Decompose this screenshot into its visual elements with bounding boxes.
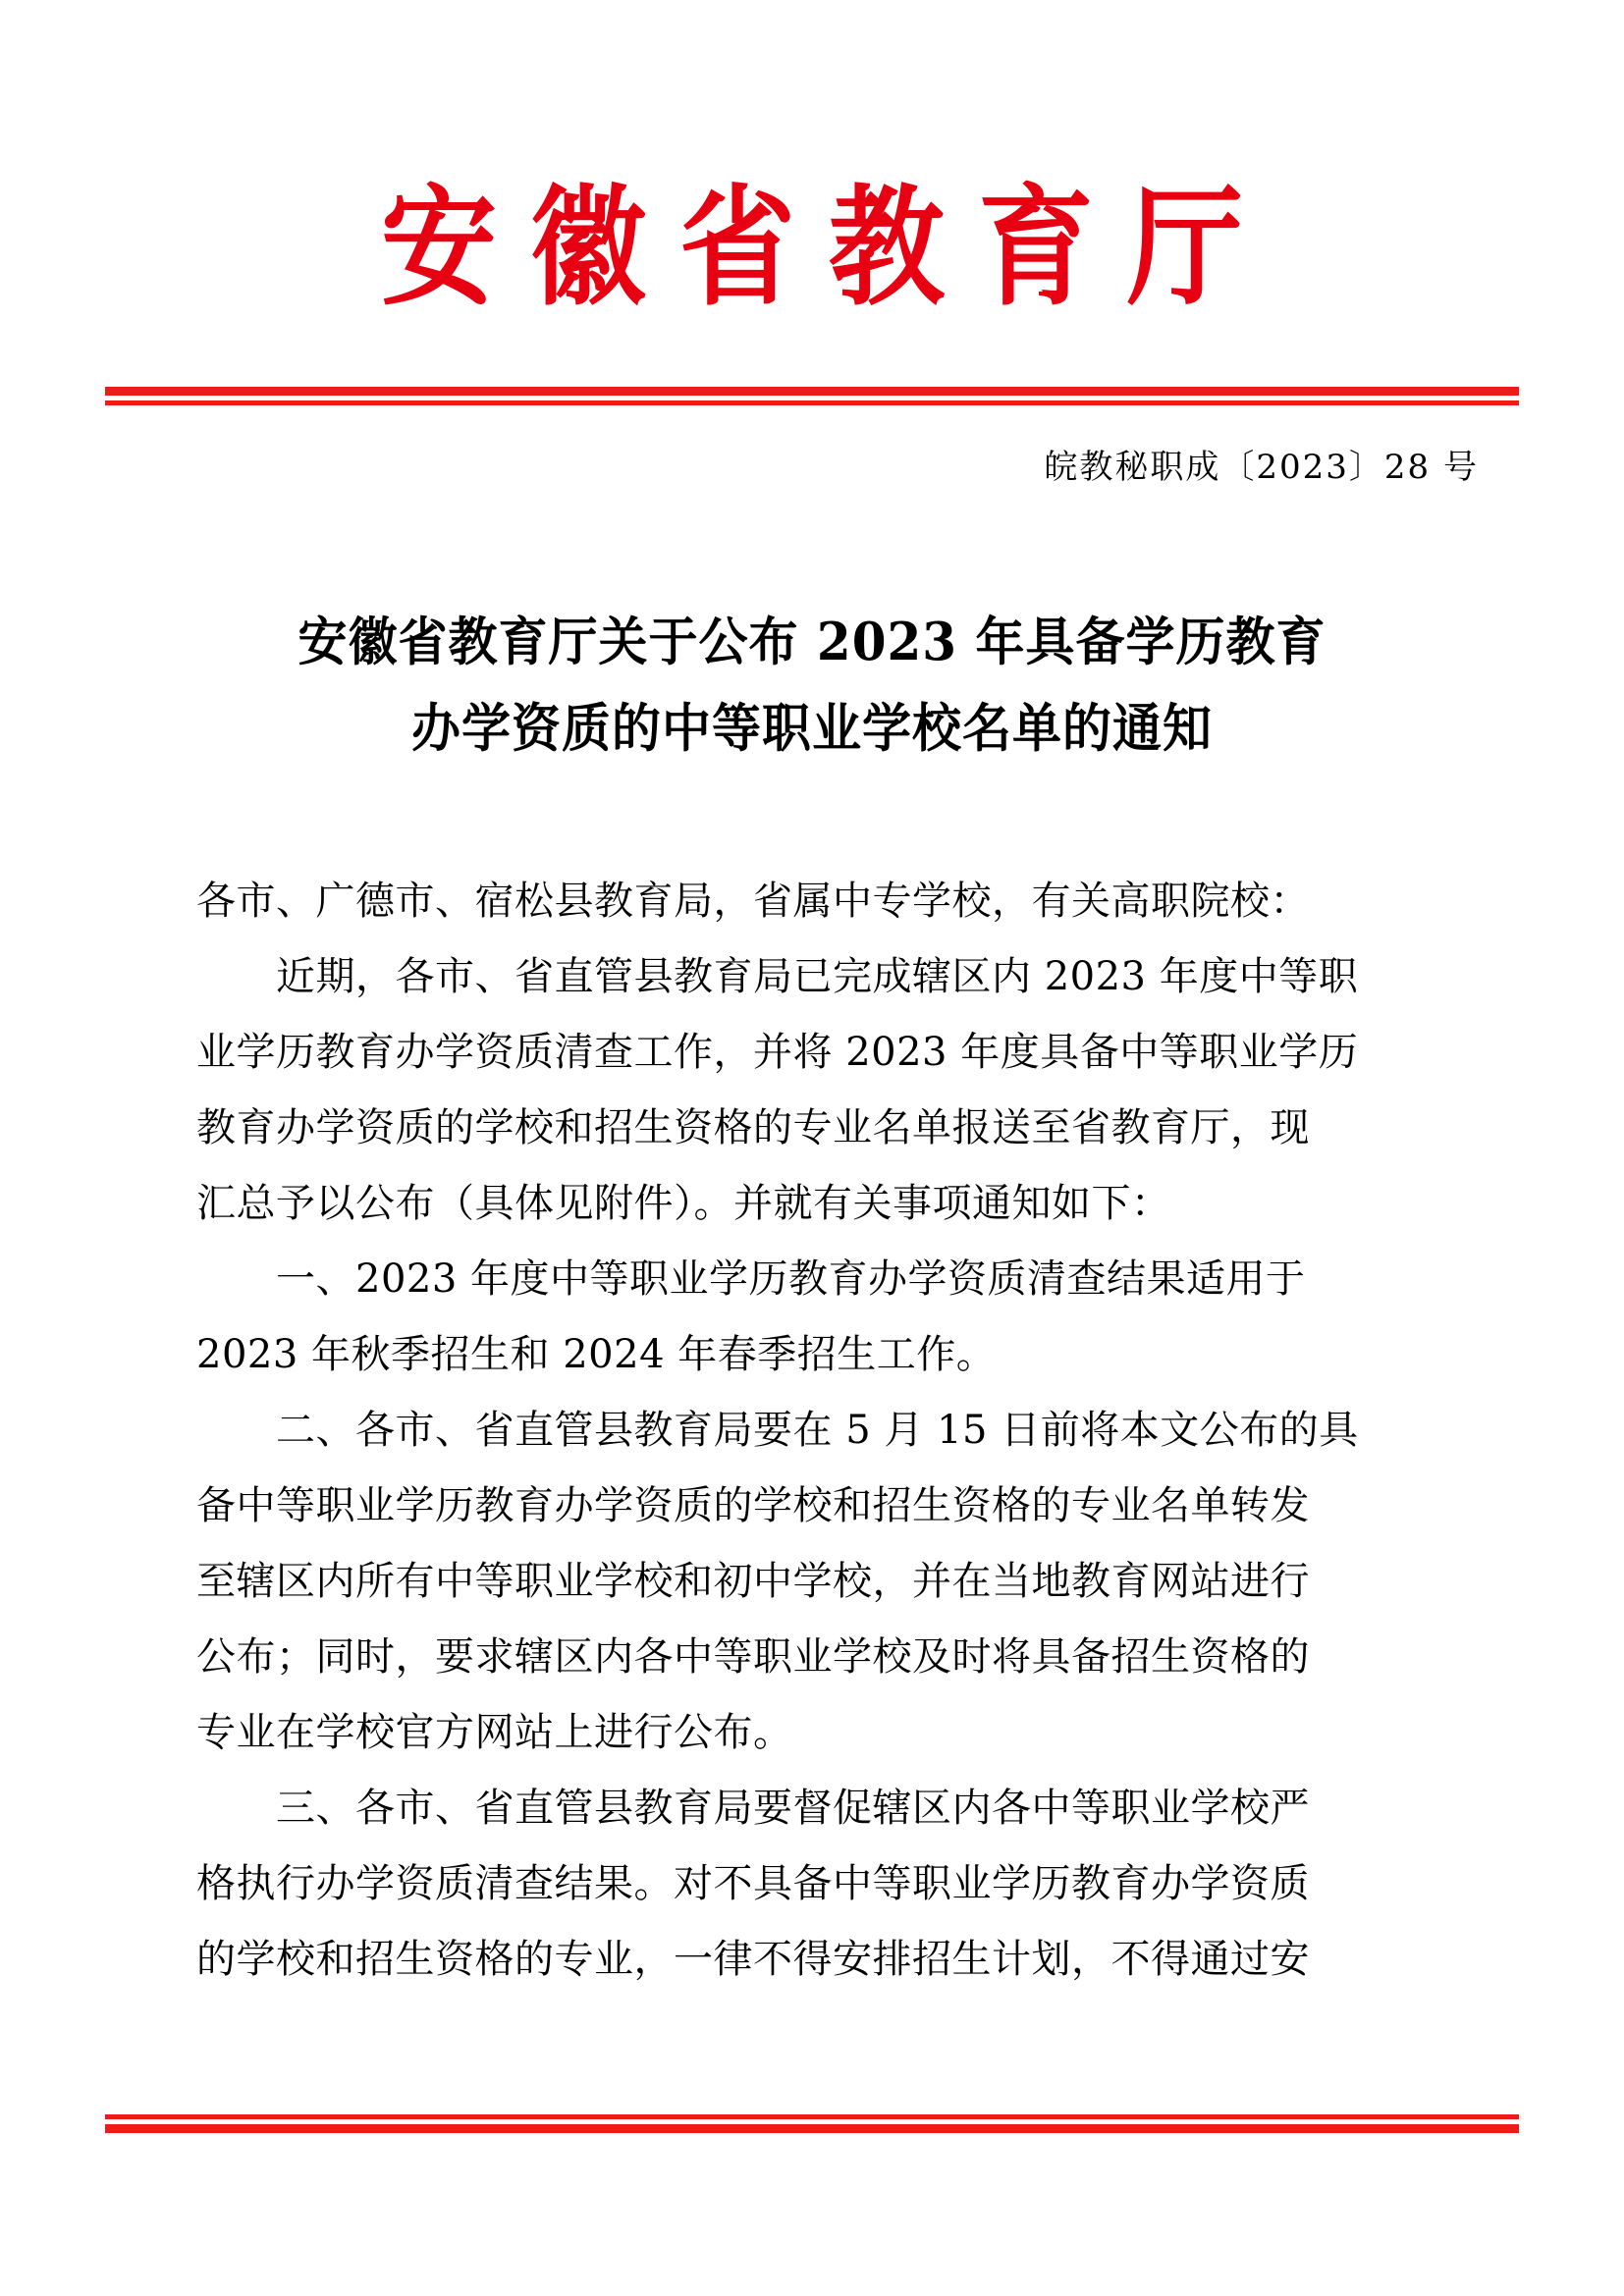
body-line: 公布；同时，要求辖区内各中等职业学校及时将具备招生资格的: [196, 1634, 1310, 1680]
body-line: 近期，各市、省直管县教育局已完成辖区内 2023 年度中等职: [196, 954, 1359, 999]
body-line: 至辖区内所有中等职业学校和初中学校，并在当地教育网站进行: [196, 1559, 1310, 1604]
letterhead: [0, 170, 1624, 324]
footer-red-rule: [105, 2114, 1519, 2133]
body-line: 2023 年秋季招生和 2024 年春季招生工作。: [196, 1332, 997, 1377]
body-line: 业学历教育办学资质清查工作，并将 2023 年度具备中等职业学历: [196, 1030, 1359, 1075]
document-title: [0, 599, 1624, 772]
issuing-agency-title: 安徽省教育厅: [380, 170, 1276, 324]
document-body: [196, 864, 1428, 1998]
body-line: 教育办学资质的学校和招生资格的专业名单报送至省教育厅，现: [196, 1105, 1310, 1150]
body-line: 一、2023 年度中等职业学历教育办学资质清查结果适用于: [196, 1256, 1306, 1302]
body-line: 格执行办学资质清查结果。对不具备中等职业学历教育办学资质: [196, 1861, 1310, 1906]
document-number: 皖教秘职成〔2023〕28 号: [1044, 448, 1479, 487]
body-line: 三、各市、省直管县教育局要督促辖区内各中等职业学校严: [196, 1786, 1310, 1831]
body-line: 专业在学校官方网站上进行公布。: [196, 1710, 793, 1755]
document-title-line-1: 安徽省教育厅关于公布 2023 年具备学历教育: [298, 611, 1326, 672]
header-red-rule: [105, 387, 1519, 405]
body-line: 汇总予以公布（具体见附件）。并就有关事项通知如下：: [196, 1181, 1171, 1226]
document-title-line-2: 办学资质的中等职业学校名单的通知: [411, 697, 1213, 759]
header-rule-thin-bar: [105, 400, 1519, 405]
body-line: 二、各市、省直管县教育局要在 5 月 15 日前将本文公布的具: [196, 1408, 1359, 1453]
body-line: 的学校和招生资格的专业，一律不得安排招生计划，不得通过安: [196, 1937, 1310, 1982]
salutation: 各市、广德市、宿松县教育局，省属中专学校，有关高职院校：: [196, 879, 1310, 924]
footer-rule-thick-bar: [105, 2124, 1519, 2133]
header-rule-thick-bar: [105, 387, 1519, 396]
body-line: 备中等职业学历教育办学资质的学校和招生资格的专业名单转发: [196, 1483, 1310, 1528]
